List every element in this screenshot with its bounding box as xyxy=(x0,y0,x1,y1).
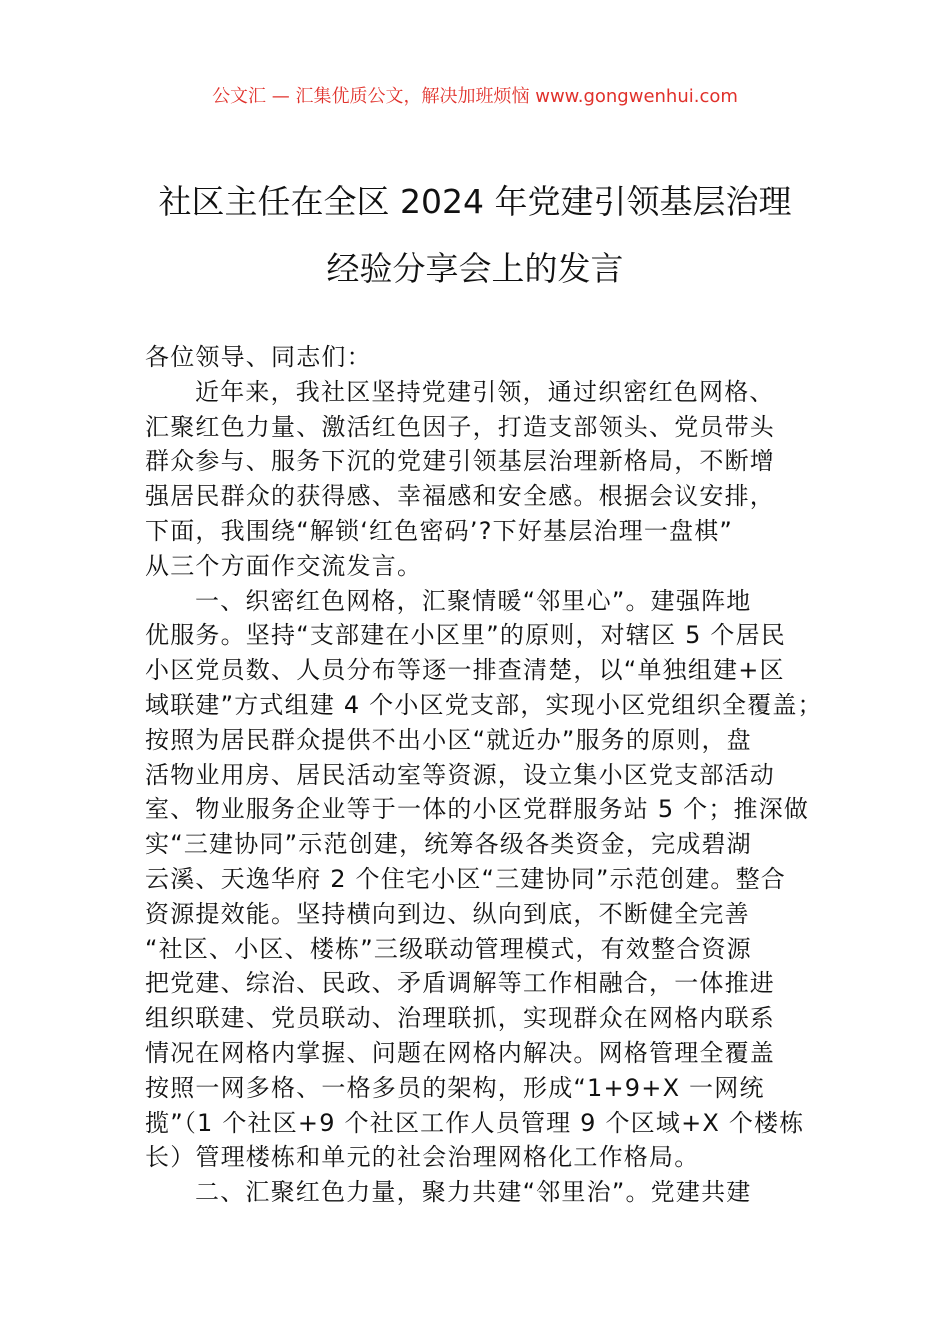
paragraph-line: 汇聚红色力量、激活红色因子，打造支部领头、党员带头 xyxy=(145,412,775,441)
paragraph-line: 下面，我围绕“解锁‘红色密码’?下好基层治理一盘棋” xyxy=(145,516,734,545)
paragraph-line: 活物业用房、居民活动室等资源，设立集小区党支部活动 xyxy=(145,760,775,789)
paragraph-line: “社区、小区、楼栋”三级联动管理模式，有效整合资源 xyxy=(145,934,752,963)
paragraph-line: 一、织密红色网格，汇聚情暖“邻里心”。建强阵地 xyxy=(195,586,752,615)
document-title-line-1: 社区主任在全区 2024 年党建引领基层治理 xyxy=(158,182,792,221)
paragraph-line: 强居民群众的获得感、幸福感和安全感。根据会议安排， xyxy=(145,482,775,511)
paragraph-line: 从三个方面作交流发言。 xyxy=(145,551,423,580)
paragraph-line: 把党建、综治、民政、矛盾调解等工作相融合，一体推进 xyxy=(145,969,775,998)
salutation: 各位领导、同志们： xyxy=(145,343,372,371)
watermark-header: 公文汇 — 汇集优质公文，解决加班烦恼 www.gongwenhui.com xyxy=(212,86,738,107)
paragraph-line: 群众参与、服务下沉的党建引领基层治理新格局，不断增 xyxy=(145,447,775,476)
document-body xyxy=(145,340,845,1210)
paragraph-line: 按照为居民群众提供不出小区“就近办”服务的原则，盘 xyxy=(145,725,752,754)
paragraph-line: 近年来，我社区坚持党建引领，通过织密红色网格、 xyxy=(195,377,775,406)
paragraph-line: 长）管理楼栋和单元的社会治理网格化工作格局。 xyxy=(145,1143,700,1172)
document-title-line-2: 经验分享会上的发言 xyxy=(326,249,624,288)
paragraph-line: 云溪、天逸华府 2 个住宅小区“三建协同”示范创建。整合 xyxy=(145,864,786,893)
paragraph-line: 域联建”方式组建 4 个小区党支部，实现小区党组织全覆盖； xyxy=(145,690,823,719)
paragraph-line: 按照一网多格、一格多员的架构，形成“1+9+X 一网统 xyxy=(145,1073,765,1102)
paragraph-line: 优服务。坚持“支部建在小区里”的原则，对辖区 5 个居民 xyxy=(145,621,786,650)
paragraph-line: 实“三建协同”示范创建，统筹各级各类资金，完成碧湖 xyxy=(145,830,752,859)
paragraph-line: 情况在网格内掌握、问题在网格内解决。网格管理全覆盖 xyxy=(145,1038,775,1067)
paragraph-line: 组织联建、党员联动、治理联抓，实现群众在网格内联系 xyxy=(145,1004,775,1033)
paragraph-line: 小区党员数、人员分布等逐一排查清楚，以“单独组建+区 xyxy=(145,656,785,685)
paragraph-line: 室、物业服务企业等于一体的小区党群服务站 5 个；推深做 xyxy=(145,795,810,824)
paragraph-line: 揽”（1 个社区+9 个社区工作人员管理 9 个区域+X 个楼栋 xyxy=(145,1108,805,1137)
paragraph-line: 二、汇聚红色力量，聚力共建“邻里治”。党建共建 xyxy=(195,1178,752,1207)
paragraph-line: 资源提效能。坚持横向到边、纵向到底，不断健全完善 xyxy=(145,899,750,928)
